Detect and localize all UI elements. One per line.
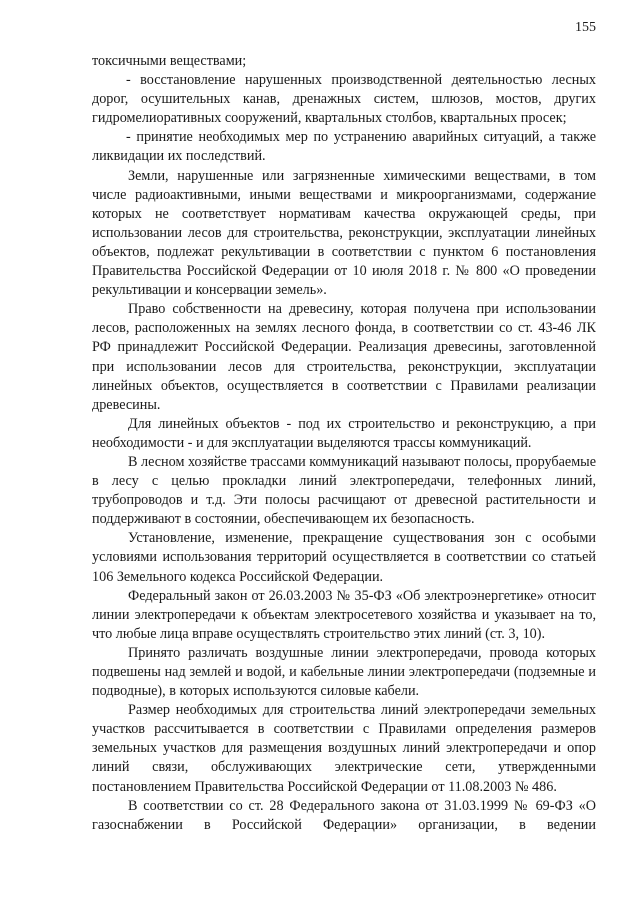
- paragraph-communication-routes: В лесном хозяйстве трассами коммуникаций называют полосы, прорубаемые в лесу с целью прокладки линий электропередачи, телефонных линий, трубопроводов и т.д. Эти полосы расчищают от древесной растительности и поддерживают в состоянии, обеспечивающем их безопасность.: [92, 453, 596, 528]
- paragraph-special-zones: Установление, изменение, прекращение существования зон с особыми условиями использования территорий осуществляется в соответствии со статьей 106 Земельного кодекса Российской Федерации.: [92, 530, 596, 585]
- paragraph-land-plot-size: Размер необходимых для строительства линий электропередачи земельных участков рассчитывается в соответствии с Правилами определения размеров земельных участков для размещения воздушных линий электропередачи и опор линий связи, обслуживающих электрические сети, утвержденными постановлением Правительства Российской Федерации от 11.08.2003 № 486.: [92, 702, 596, 795]
- paragraph-federal-law-electricity: Федеральный закон от 26.03.2003 № 35-ФЗ «Об электроэнергетике» относит линии электропередачи к объектам электросетевого хозяйства и указывает на то, что любые лица вправе осуществлять строительство этих линий (ст. 3, 10).: [92, 587, 596, 642]
- paragraph-timber-ownership: Право собственности на древесину, которая получена при использовании лесов, расположенных на землях лесного фонда, в соответствии со ст. 43-46 ЛК РФ принадлежит Российской Федерации. Реализация древесины, заготовленной при использовании лесов для строительства, реконструкции, эксплуатации линейных объектов, осуществляется в соответствии с Правилами реализации древесины.: [92, 301, 596, 413]
- paragraph-continuation: токсичными веществами;: [92, 53, 247, 69]
- list-item-emergency: - принятие необходимых мер по устранению аварийных ситуаций, а также ликвидации их последствий.: [92, 129, 596, 165]
- list-item-restoration: - восстановление нарушенных производственной деятельностью лесных дорог, осушительных канав, дренажных систем, шлюзов, мостов, других гидромелиоративных сооружений, квартальных столбов, квартальных просек;: [92, 72, 596, 127]
- body-text: [92, 52, 596, 835]
- paragraph-recultivation: Земли, нарушенные или загрязненные химическими веществами, в том числе радиоактивными, иными веществами и микроорганизмами, содержание которых не соответствует нормативам качества окружающей среды, при использовании лесов для строительства, реконструкции, эксплуатации линейных объектов, подлежат рекультивации в соответствии с пунктом 6 постановления Правительства Российской Федерации от 10 июля 2018 г. № 800 «О проведении рекультивации и консервации земель».: [92, 167, 596, 299]
- paragraph-gas-supply: В соответствии со ст. 28 Федерального закона от 31.03.1999 № 69-ФЗ «О газоснабжении в Российской Федерации» организации, в ведении: [92, 797, 596, 833]
- paragraph-power-line-types: Принято различать воздушные линии электропередачи, провода которых подвешены над землей и водой, и кабельные линии электропередачи (подземные и подводные), в которых используются силовые кабели.: [92, 644, 596, 700]
- paragraph-linear-objects: Для линейных объектов - под их строительство и реконструкцию, а при необходимости - и для эксплуатации выделяются трассы коммуникаций.: [92, 415, 596, 451]
- page-number: 155: [575, 20, 596, 35]
